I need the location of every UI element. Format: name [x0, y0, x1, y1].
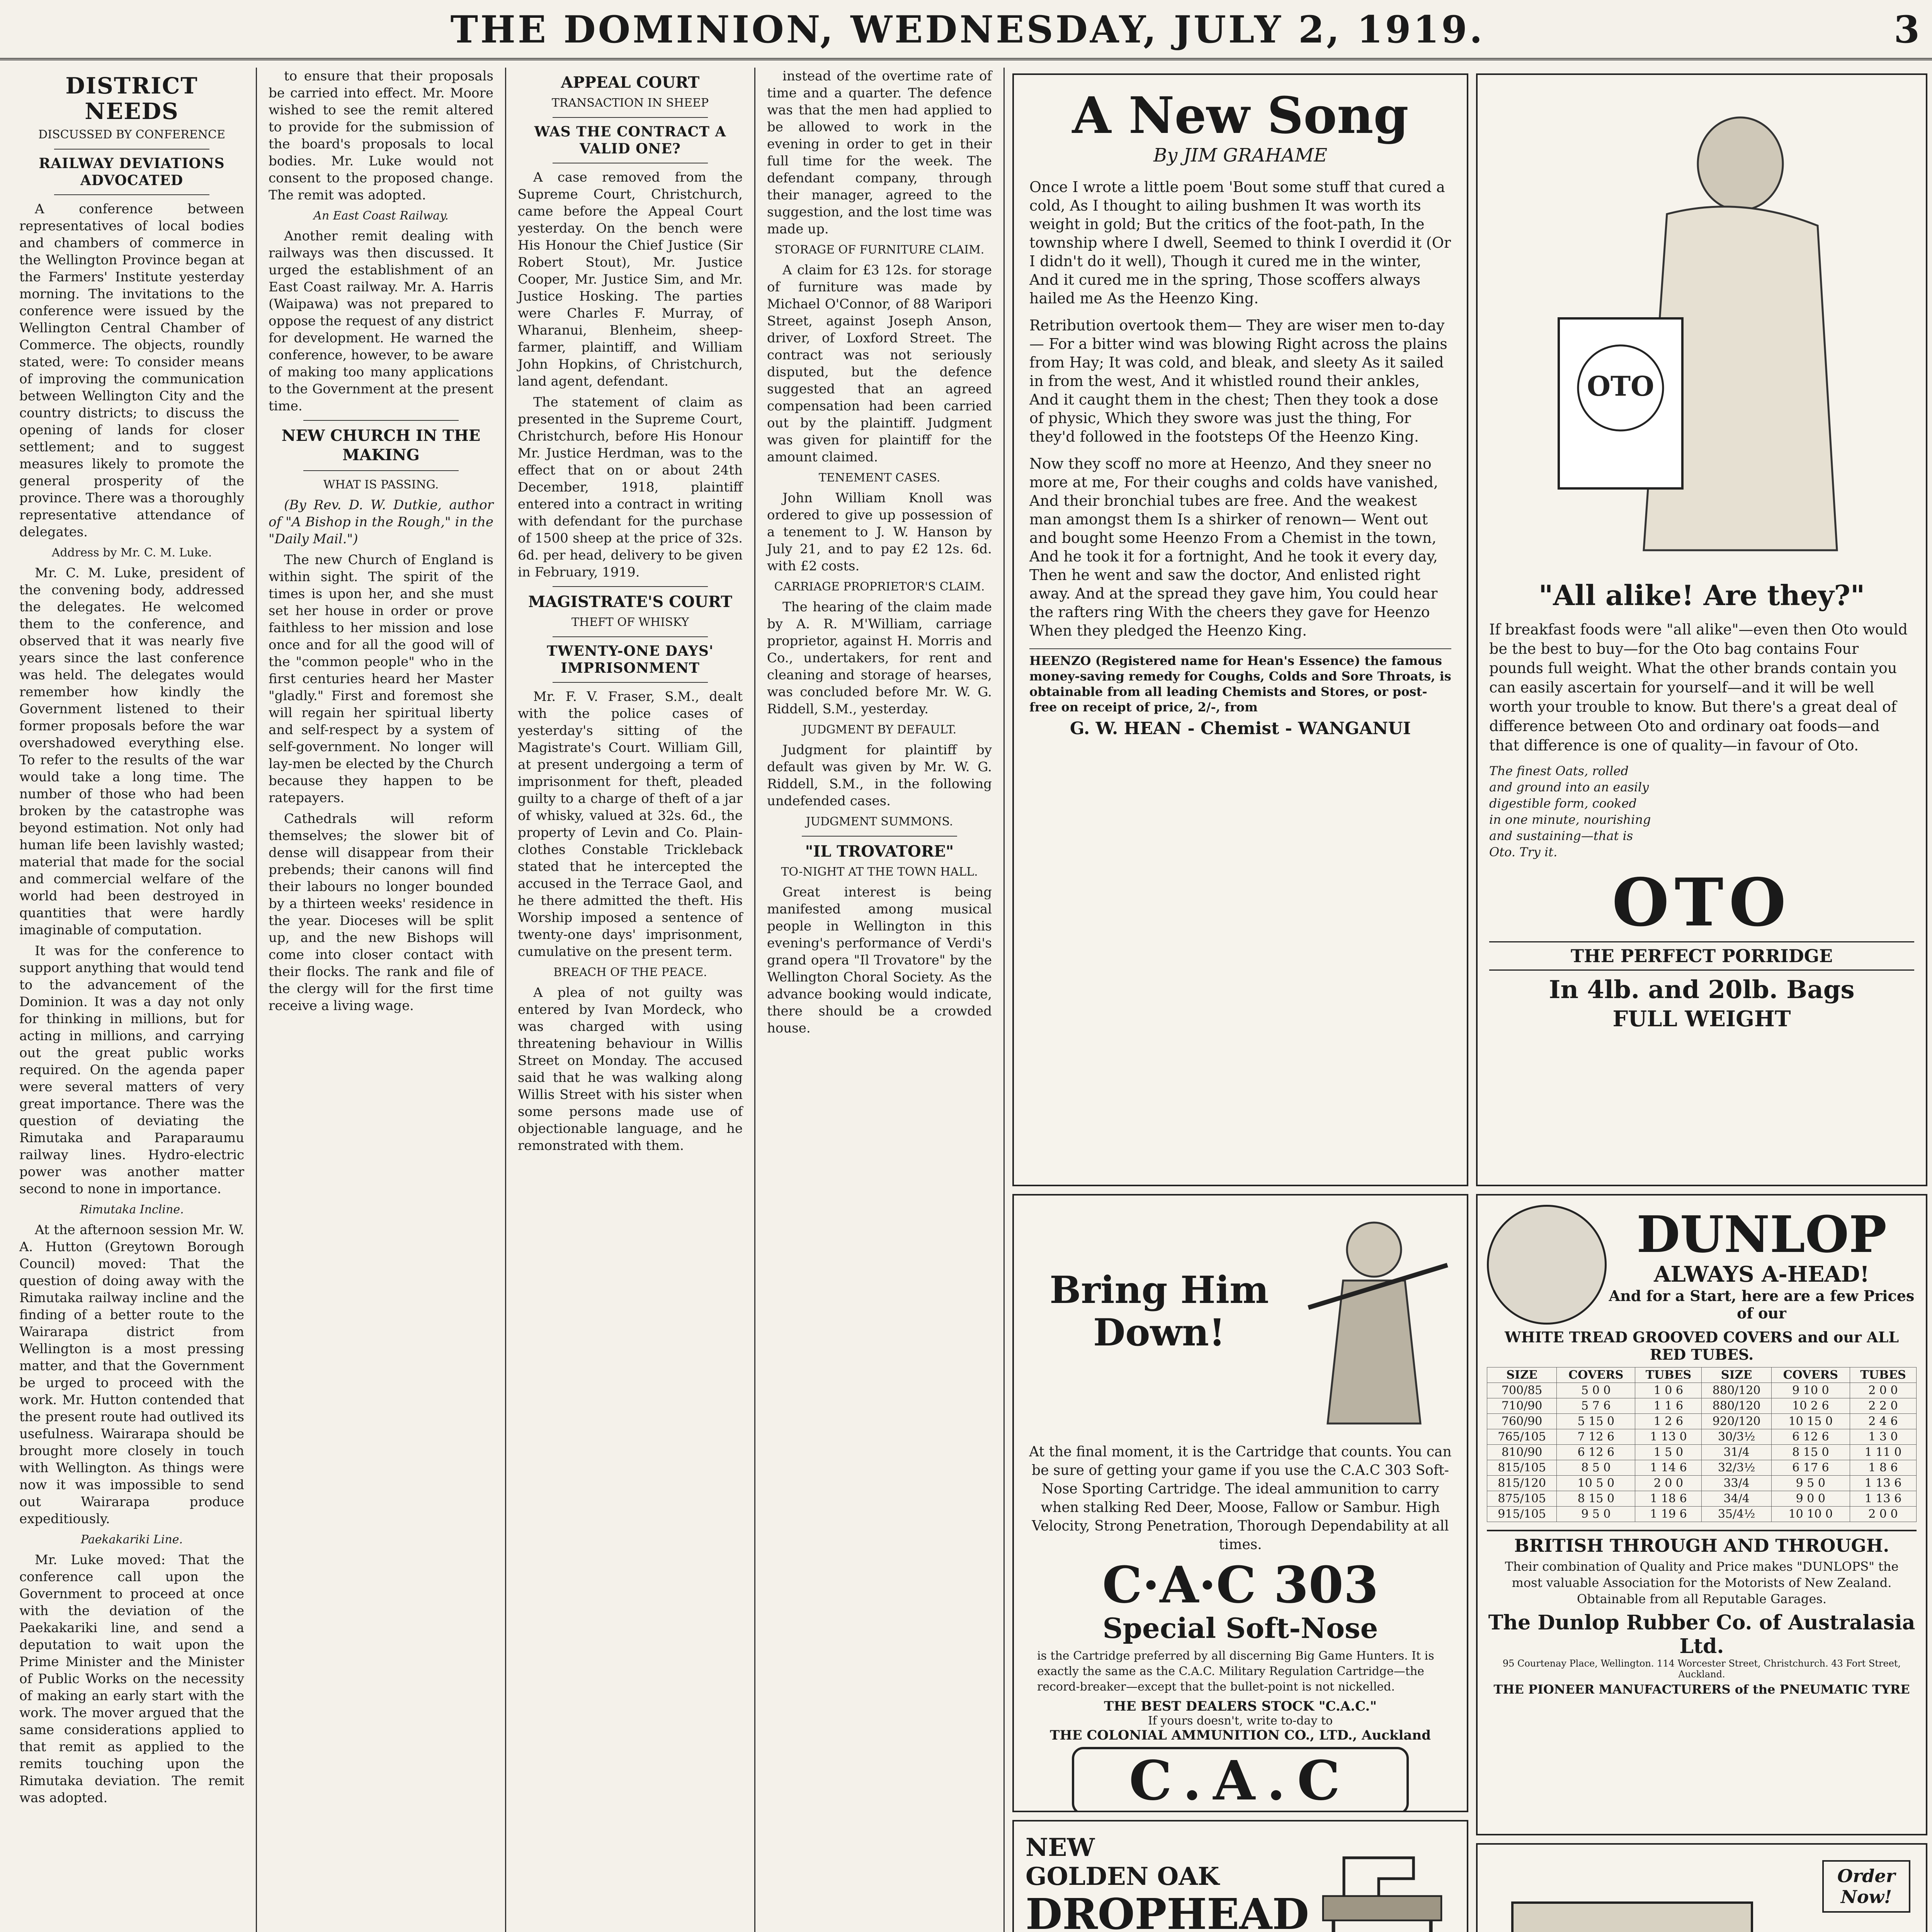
dunlop-brand: DUNLOP [1636, 1205, 1887, 1264]
table-cell: 10 2 6 [1771, 1398, 1850, 1414]
divider [54, 194, 209, 195]
cac-small: is the Cartridge preferred by all discerning Big Game Hunters. It is exactly the same as the C.A.C. Military Regulation Cartridge—the record-breaker—except that the bullet-point is not nickelled. [1037, 1649, 1434, 1694]
ad-sewing-machines [1012, 1820, 1468, 1932]
table-cell: 1 18 6 [1635, 1491, 1702, 1507]
section-head-default: JUDGMENT BY DEFAULT. [802, 723, 957, 736]
table-row [1487, 1460, 1917, 1476]
subhead-what-is-passing: WHAT IS PASSING. [323, 478, 439, 492]
heenzo-footer: HEENZO (Registered name for Hean's Essence) the famous money-saving remedy for Coughs, Colds and Sore Throats, is obtainable from all leading Chemists and Stores, or post-free on receipt of price, 2/-, from [1029, 653, 1451, 714]
table-cell: 700/85 [1487, 1383, 1557, 1398]
table-cell: 9 5 0 [1557, 1507, 1635, 1522]
oto-woman-illustration [1489, 87, 1914, 570]
subhead-sheep: TRANSACTION IN SHEEP [551, 96, 709, 110]
ad-oto [1476, 73, 1927, 1186]
article-paragraph: It was for the conference to support anything that would tend to the advancement of the Dominion. It was a day not only for thinking in millions, but for acting in millions, and carrying out the great public works required. On the agenda paper were several matters of very great importance. There was the question of deviating the Rimutaka and Paraparaumu railway lines. Hydro-electric power was another matter second to none in importance. [19, 943, 244, 1197]
section-head-tenement: TENEMENT CASES. [818, 471, 940, 485]
table-cell: 2 0 0 [1850, 1383, 1916, 1398]
table-header-cell: COVERS [1557, 1367, 1635, 1383]
table-cell: 8 15 0 [1557, 1491, 1635, 1507]
table-cell: 1 8 6 [1850, 1460, 1916, 1476]
table-row [1487, 1491, 1917, 1507]
table-cell: 9 0 0 [1771, 1491, 1850, 1507]
table-cell: 2 4 6 [1850, 1414, 1916, 1429]
headline-new-church: NEW CHURCH IN THE MAKING [281, 427, 481, 464]
byline: (By Rev. D. W. Dutkie, author of "A Bishop in the Rough," in the "Daily Mail.") [269, 497, 493, 547]
table-row [1487, 1429, 1917, 1445]
hunter-illustration [1293, 1207, 1455, 1439]
headline-appeal-court: APPEAL COURT [561, 73, 700, 92]
article-paragraph: Cathedrals will reform themselves; the slower bit of dense will disappear from their prebends; their canons will find their labours no longer bounded by a thirteen weeks' residence in the year. Dioceses will be split up, and the new Bishops will come into closer contact with their flocks. The rank and file of the clergy will for the first time receive a living wage. [269, 811, 493, 1014]
dunlop-table-body [1487, 1383, 1917, 1522]
headline-railway-deviations: RAILWAY DEVIATIONS ADVOCATED [39, 155, 225, 189]
table-cell: 5 7 6 [1557, 1398, 1635, 1414]
cac-company: THE COLONIAL AMMUNITION CO., LTD., Auckland [1050, 1728, 1431, 1743]
table-cell: 7 12 6 [1557, 1429, 1635, 1445]
article-paragraph: At the afternoon session Mr. W. A. Hutton (Greytown Borough Council) moved: That the question of doing away with the Rimutaka railway incline and the finding of a better route to the Wairarapa district from Wellington is a most pressing matter, and that the Government be urged to proceed with the work. Mr. Hutton contended that the present route had outlived its usefulness. Wairarapa should be brought more closely in touch with Wellington. As things were now it was impossible to send out Wairarapa produce expeditiously. [19, 1222, 244, 1527]
divider [553, 682, 708, 683]
article-paragraph: A case removed from the Supreme Court, Christchurch, came before the Appeal Court yesterday. On the bench were His Honour the Chief Justice (Sir Robert Stout), Mr. Justice Cooper, Mr. Justice Sim, and Mr. Justice Hosking. The parties were Charles F. Murray, of Wharanui, Blenheim, sheep-farmer, plaintiff, and William John Hopkins, of Christchurch, land agent, defendant. [518, 170, 743, 389]
dunlop-tag2: And for a Start, here are a few Prices of our [1609, 1287, 1915, 1322]
divider [553, 636, 708, 637]
table-cell: 30/3½ [1702, 1429, 1771, 1445]
masthead [0, 0, 1932, 60]
cac-dealers: THE BEST DEALERS STOCK "C.A.C." [1104, 1699, 1377, 1714]
dunlop-tag1: ALWAYS A-HEAD! [1654, 1262, 1869, 1287]
article-paragraph: instead of the overtime rate of time and a quarter. The defence was that the men had applied to be allowed to work in the evening in order to get in their full time for the week. The defendant company, through their manager, agreed to the suggestion, and the lost time was made up. [767, 68, 992, 237]
table-cell: 815/120 [1487, 1476, 1557, 1491]
article-paragraph: Great interest is being manifested among musical people in Wellington in this evening's performance of Verdi's grand opera "Il Trovatore" by the Wellington Choral Society. As the advance booking would indicate, there should be a crowded house. [767, 884, 992, 1036]
table-cell: 10 10 0 [1771, 1507, 1850, 1522]
article-paragraph: A conference between representatives of local bodies and chambers of commerce in the Wellington Province began at the Farmers' Institute yesterday morning. The invitations to the conference were issued by the Wellington Central Chamber of Commerce. The objects, roundly stated, were: To consider means of improving the communication between Wellington City and the country districts; to discuss the opening of lands for closer settlement; and to suggest measures likely to promote the general prosperity of the province. There was a thoroughly representative attendance of delegates. [19, 201, 244, 540]
table-cell: 10 15 0 [1771, 1414, 1850, 1429]
subhead-town-hall: TO-NIGHT AT THE TOWN HALL. [781, 865, 978, 879]
section-head-summons: JUDGMENT SUMMONS. [806, 815, 953, 828]
table-cell: 1 13 6 [1850, 1476, 1916, 1491]
article-paragraph: Judgment for plaintiff by default was given by Mr. W. G. Riddell, S.M., in the following undefended cases. [767, 742, 992, 809]
table-cell: 1 11 0 [1850, 1445, 1916, 1460]
article-paragraph: The new Church of England is within sight. The spirit of the times is upon her, and she must set her house in order or prove faithless to her mission and lose once and for all the good will of the "common people" who in the first centuries heard her Master "gladly." First and foremost she will regain her spiritual liberty and self-respect by a system of self-government. No longer will lay-men be elected by the Church because they happen to be ratepayers. [269, 552, 493, 806]
oto-bags: In 4lb. and 20lb. Bags [1549, 975, 1855, 1004]
cac-logo: C.A.C [1072, 1747, 1409, 1812]
dunlop-tag3: WHITE TREAD GROOVED COVERS and our ALL RED TUBES. [1504, 1328, 1899, 1363]
dunlop-pioneer: THE PIONEER MANUFACTURERS of the PNEUMATIC TYRE [1493, 1682, 1910, 1697]
ford-order-badge: Order Now! [1822, 1860, 1910, 1913]
table-cell: 9 10 0 [1771, 1383, 1850, 1398]
table-cell: 10 5 0 [1557, 1476, 1635, 1491]
table-cell: 6 17 6 [1771, 1460, 1850, 1476]
article-paragraph: Mr. C. M. Luke, president of the convening body, addressed the delegates. He welcomed them to the conference, and observed that it was nearly five years since the last conference was held. The delegates would remember how kindly the Government listened to their former proposals before the war overshadowed everything else. To refer to the results of the war would take a long time. The number of those who had been broken by the catastrophe was beyond estimation. Not only had human life been lavishly wasted; material that made for the social and commercial welfare of the world had been destroyed in quantities that were hardly imaginable of computation. [19, 565, 244, 938]
section-head-east-coast: An East Coast Railway. [313, 209, 449, 223]
ad-cac-303 [1012, 1194, 1468, 1812]
song-verse-3: Now they scoff no more at Heenzo, And they sneer no more at me, For their coughs and colds have vanished, And their bronchial tubes are free. And the weakest man amongst them Is a shirker of renown— Went out and bought some Heenzo From a Chemist in the town, And he took it for a fortnight, And he took it every day, Then he went and saw the doctor, And enlisted right away. And at the spread they gave him, You could hear the rafters ring With the cheers they gave for Heenzo When they pledged the Heenzo King. [1029, 455, 1438, 639]
article-paragraph: The statement of claim as presented in the Supreme Court, Christchurch, before His Honour Mr. Justice Herdman, was to the effect that on or about 24th December, 1918, plaintiff entered into a contract in writing with defendant for the purchase of 1500 sheep at the price of 32s. 6d. per head, delivery to be given in February, 1919. [518, 395, 743, 580]
table-cell: 2 0 0 [1850, 1507, 1916, 1522]
table-cell: 2 0 0 [1635, 1476, 1702, 1491]
ad-ford-truck [1476, 1843, 1927, 1932]
headline-magistrates-court: MAGISTRATE'S COURT [528, 593, 733, 611]
table-row [1487, 1507, 1917, 1522]
table-row [1487, 1398, 1917, 1414]
divider [54, 149, 209, 150]
section-head-address: Address by Mr. C. M. Luke. [51, 546, 212, 560]
article-paragraph: Mr. Luke moved: That the conference call upon the Government to proceed at once with the deviation of the Paekakariki line, and send a deputation to wait upon the Prime Minister and the Minister of Public Works on the necessity of making an early start with the work. The mover argued that the same considerations applied to that remit as applied to the remits touching upon the Rimutaka deviation. The remit was adopted. [19, 1552, 244, 1806]
cac-headline-1: Bring Him [1049, 1268, 1269, 1312]
headline-imprisonment: TWENTY-ONE DAYS' IMPRISONMENT [547, 643, 714, 676]
table-row [1487, 1414, 1917, 1429]
table-cell: 32/3½ [1702, 1460, 1771, 1476]
divider [1029, 648, 1451, 649]
divider [553, 117, 708, 118]
table-cell: 8 15 0 [1771, 1445, 1850, 1460]
table-row [1487, 1445, 1917, 1460]
table-cell: 880/120 [1702, 1398, 1771, 1414]
song-verse-1: Once I wrote a little poem 'Bout some stuff that cured a cold, As I thought to ailing bushmen It was worth its weight in gold; But the critics of the foot-path, In the township where I dwell, Seemed to think I overdid it (Or I didn't do it well), Though it cured me in the winter, And it cured me in the spring, Those scoffers always hailed me As the Heenzo King. [1029, 179, 1451, 307]
table-cell: 1 3 0 [1850, 1429, 1916, 1445]
table-cell: 6 12 6 [1771, 1429, 1850, 1445]
table-row [1487, 1476, 1917, 1491]
cac-body: At the final moment, it is the Cartridge that counts. You can be sure of getting your game if you use the C.A.C 303 Soft-Nose Sporting Cartridge. The ideal ammunition to carry when stalking Red Deer, Moose, Fallow or Sambur. High Velocity, Strong Penetration, Thorough Dependability at all times. [1029, 1444, 1452, 1553]
column-courts [506, 68, 755, 1932]
table-cell: 1 5 0 [1635, 1445, 1702, 1460]
section-head-storage: STORAGE OF FURNITURE CLAIM. [774, 243, 985, 257]
table-cell: 5 15 0 [1557, 1414, 1635, 1429]
oto-tagline: THE PERFECT PORRIDGE [1489, 941, 1914, 971]
table-cell: 1 13 0 [1635, 1429, 1702, 1445]
subhead-whisky: THEFT OF WHISKY [571, 616, 689, 629]
table-cell: 765/105 [1487, 1429, 1557, 1445]
table-cell: 875/105 [1487, 1491, 1557, 1507]
section-head-carriage: CARRIAGE PROPRIETOR'S CLAIM. [774, 580, 985, 594]
table-header-cell: TUBES [1850, 1367, 1916, 1383]
table-cell: 1 0 6 [1635, 1383, 1702, 1398]
divider [802, 836, 957, 837]
dunlop-portrait-icon [1487, 1205, 1607, 1325]
article-paragraph: A claim for £3 12s. for storage of furniture was made by Michael O'Connor, of 88 Waripori Street, against Joseph Anson, driver, of Loxford Street. The contract was not seriously disputed, but the defence suggested that an agreed compensation had been carried out by the plaintiff. Judgment was given for plaintiff for the amount claimed. [767, 262, 992, 465]
table-cell: 920/120 [1702, 1414, 1771, 1429]
oto-tin-label: OTO [1587, 370, 1655, 402]
dunlop-british-body: Their combination of Quality and Price makes "DUNLOPS" the most valuable Association for the Motorists of New Zealand. Obtainable from all Reputable Garages. [1505, 1559, 1899, 1606]
table-cell: 1 1 6 [1635, 1398, 1702, 1414]
column-court-cases [755, 68, 1005, 1932]
table-header-cell: SIZE [1702, 1367, 1771, 1383]
section-head-rimutaka: Rimutaka Incline. [80, 1203, 184, 1216]
divider [303, 470, 459, 471]
cac-write: If yours doesn't, write to-day to [1148, 1714, 1333, 1728]
sewing-new: NEW [1026, 1833, 1095, 1862]
table-cell: 915/105 [1487, 1507, 1557, 1522]
dunlop-address: 95 Courtenay Place, Wellington. 114 Worcester Street, Christchurch. 43 Fort Street, Auckland. [1502, 1658, 1901, 1680]
article-paragraph: to ensure that their proposals be carried into effect. Mr. Moore wished to see the remit altered to provide for the submission of the board's proposals to local bodies. Mr. Luke would not consent to the proposed change. The remit was adopted. [269, 68, 493, 203]
column-church [257, 68, 506, 1932]
song-verse-2: Retribution overtook them— They are wiser men to-day— For a bitter wind was blowing Right across the plains from Hay; It was cold, and bleak, and sleety As it sailed in from the west, And it whistled round their ankles, And it caught them in the chest; Then they took a dose of physic, Which they swore was just the thing, For they'd followed in the footsteps Of the Heenzo King. [1029, 317, 1447, 445]
page-number: 3 [1894, 8, 1920, 51]
table-cell: 815/105 [1487, 1460, 1557, 1476]
column-district-needs [8, 68, 257, 1932]
table-cell: 1 2 6 [1635, 1414, 1702, 1429]
table-cell: 34/4 [1702, 1491, 1771, 1507]
dunlop-company: The Dunlop Rubber Co. of Australasia Ltd. [1488, 1611, 1915, 1658]
divider [553, 586, 708, 587]
sewing-drophead: DROPHEAD [1026, 1889, 1309, 1932]
dunlop-table-header [1487, 1367, 1917, 1383]
article-paragraph: The hearing of the claim made by A. R. M'William, carriage proprietor, against H. Morris and Co., undertakers, for rent and cleaning and storage of hearses, was concluded before Mr. W. G. Riddell, S.M., yesterday. [767, 599, 992, 717]
ad-dunlop [1476, 1194, 1927, 1835]
table-header-cell: COVERS [1771, 1367, 1850, 1383]
table-cell: 760/90 [1487, 1414, 1557, 1429]
dunlop-british: BRITISH THROUGH AND THROUGH. [1487, 1530, 1917, 1556]
headline-contract: WAS THE CONTRACT A VALID ONE? [534, 124, 726, 157]
song-byline: By JIM GRAHAME [1153, 145, 1328, 166]
oto-weight: FULL WEIGHT [1612, 1006, 1791, 1032]
dunlop-header [1487, 1205, 1917, 1325]
sewing-oak: GOLDEN OAK [1026, 1862, 1219, 1891]
oto-body: If breakfast foods were "all alike"—even then Oto would be the best to buy—for the Oto bag contains Four pounds full weight. What the other brands contain you can easily ascertain for yourself—and it will be well worth your trouble to know. But there's a great deal of difference between Oto and ordinary oat foods—and that difference is one of quality—in favour of Oto. [1489, 621, 1908, 754]
table-cell: 810/90 [1487, 1445, 1557, 1460]
table-cell: 1 14 6 [1635, 1460, 1702, 1476]
table-cell: 710/90 [1487, 1398, 1557, 1414]
divider [303, 420, 459, 421]
table-cell: 33/4 [1702, 1476, 1771, 1491]
table-cell: 5 0 0 [1557, 1383, 1635, 1398]
table-cell: 2 2 0 [1850, 1398, 1916, 1414]
headline-il-trovatore: "IL TROVATORE" [805, 842, 954, 861]
dunlop-price-table [1487, 1367, 1917, 1522]
table-cell: 880/120 [1702, 1383, 1771, 1398]
table-cell: 8 5 0 [1557, 1460, 1635, 1476]
section-head-paekakariki: Paekakariki Line. [81, 1533, 183, 1546]
table-cell: 31/4 [1702, 1445, 1771, 1460]
table-cell: 9 5 0 [1771, 1476, 1850, 1491]
heenzo-seller: G. W. HEAN - Chemist - WANGANUI [1070, 719, 1411, 738]
table-header-cell: TUBES [1635, 1367, 1702, 1383]
newspaper-title: THE DOMINION, WEDNESDAY, JULY 2, 1919. [450, 8, 1485, 51]
song-title: A New Song [1072, 86, 1409, 145]
ad-heenzo-new-song [1012, 73, 1468, 1186]
section-head-breach: BREACH OF THE PEACE. [553, 966, 707, 979]
article-paragraph: Mr. F. V. Fraser, S.M., dealt with the police cases of yesterday's sitting of the Magistrate's Court. William Gill, at present undergoing a term of imprisonment for theft, pleaded guilty to a charge of theft of a jar of whisky, valued at 32s. 6d., the property of Levin and Co. Plain-clothes Constable Trickleback stated that he intercepted the accused in the Terrace Gaol, and he there admitted the theft. His Worship imposed a sentence of twenty-one days' imprisonment, cumulative on the present term. [518, 689, 743, 959]
cac-product: C·A·C 303 [1102, 1555, 1379, 1614]
article-paragraph: John William Knoll was ordered to give up possession of a tenement to J. W. Hanson by July 21, and to pay £2 12s. 6d. with £2 costs. [767, 490, 992, 574]
table-header-cell: SIZE [1487, 1367, 1557, 1383]
table-cell: 1 13 6 [1850, 1491, 1916, 1507]
table-row [1487, 1383, 1917, 1398]
cac-product-2: Special Soft-Nose [1102, 1612, 1378, 1645]
article-paragraph: Another remit dealing with railways was then discussed. It urged the establishment of an East Coast railway. Mr. A. Harris (Waipawa) was not prepared to oppose the request of any district for development. He warned the conference, however, to be aware of making too many applications to the Government at the present time. [269, 228, 493, 414]
oto-caption: The finest Oats, rolled and ground into an easily digestible form, cooked in one minute, nourishing and sustaining—that is Oto. Try it. [1489, 764, 1651, 859]
table-cell: 35/4½ [1702, 1507, 1771, 1522]
sewing-machine-illustration [1309, 1833, 1455, 1932]
subhead-conference: DISCUSSED BY CONFERENCE [38, 128, 225, 141]
table-cell: 6 12 6 [1557, 1445, 1635, 1460]
article-paragraph: A plea of not guilty was entered by Ivan Mordeck, who was charged with using threatening behaviour in Willis Street on Monday. The accused said that he was walking along Willis Street with his sister when some persons made use of objectionable language, and he remonstrated with them. [518, 985, 743, 1153]
headline-district-needs: DISTRICT NEEDS [65, 73, 198, 124]
table-cell: 1 19 6 [1635, 1507, 1702, 1522]
oto-headline: "All alike! Are they?" [1538, 579, 1865, 612]
oto-brand: OTO [1612, 864, 1792, 941]
cac-headline-2: Down! [1093, 1311, 1225, 1354]
